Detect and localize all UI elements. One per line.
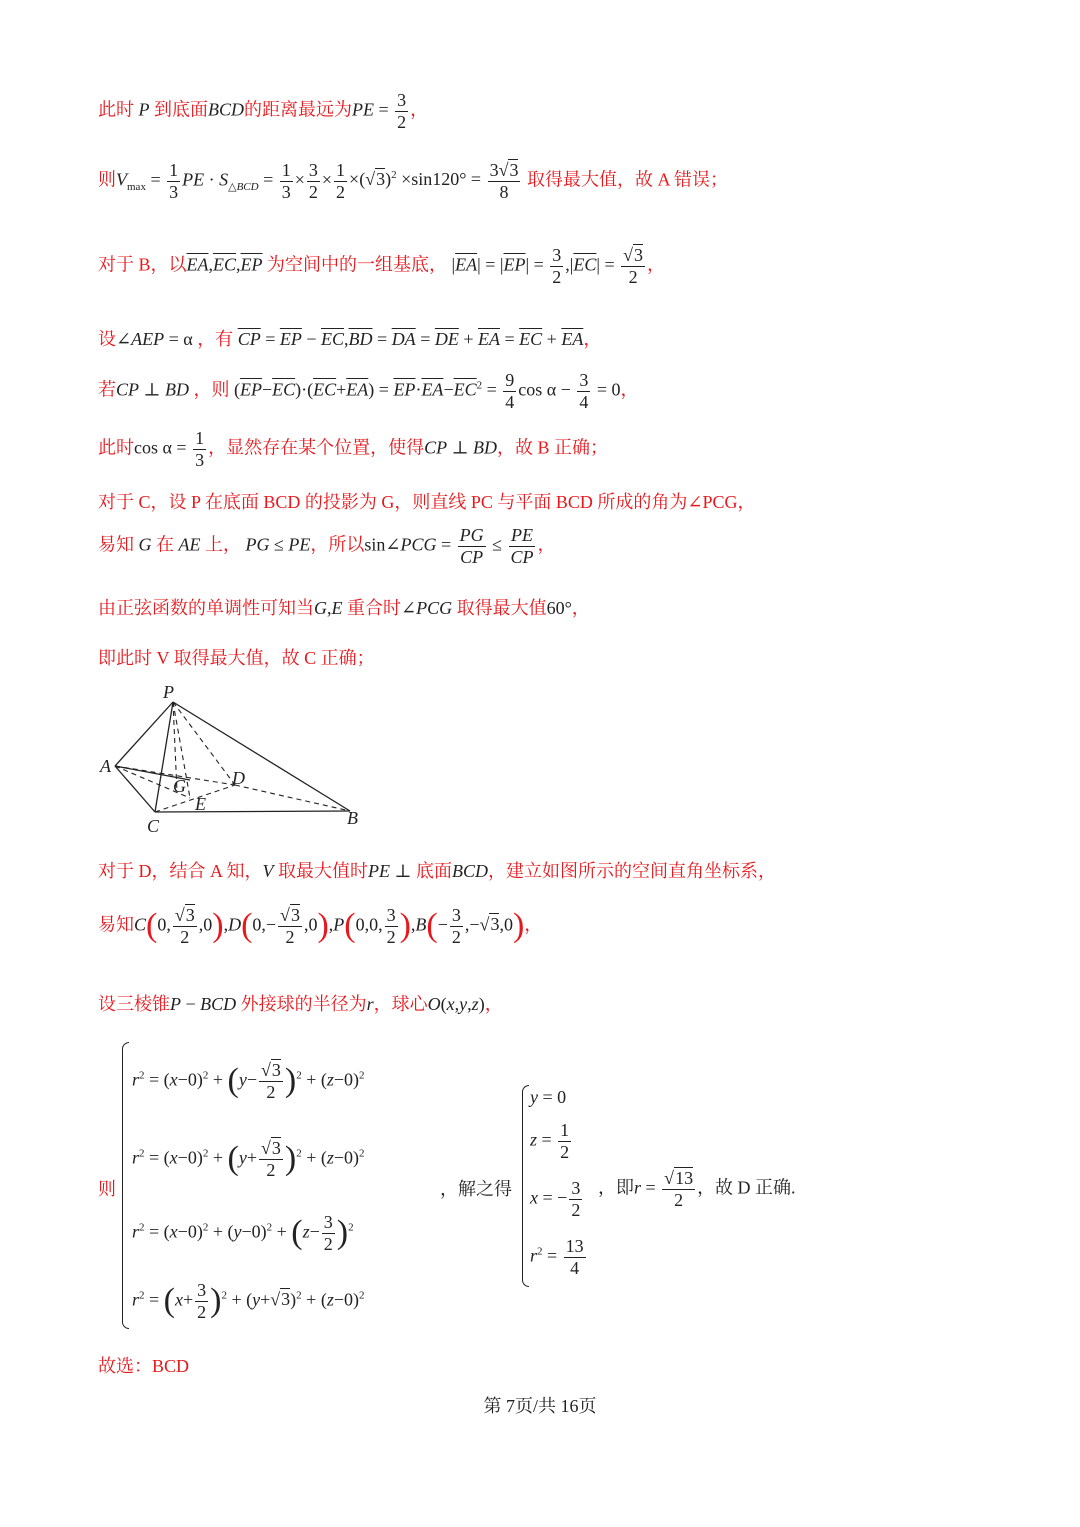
text: 设三棱锥 xyxy=(98,994,170,1014)
line-7: 对于 C，设 P 在底面 BCD 的投影为 G，则直线 PC 与平面 BCD 所成的角为∠PCG， xyxy=(98,492,756,512)
text: 到底面 xyxy=(154,99,208,120)
text: 为空间中的一组基底， xyxy=(267,254,448,275)
text: 此时 xyxy=(98,437,134,458)
line-3: 对于 B，以$\overline{EA},\overline{EC},\overline{EP}$ 为空间中的一组基底， $|\overline{EA}| = |\overline{EP}|$ = $\frac{3}{2}$ $,|\overline{EC}|$ = $\frac{√3}{2}$ ， xyxy=(98,245,666,287)
line-13: 设三棱锥P − BCD 外接球的半径为r，球心O(x,y,z)， xyxy=(98,994,503,1014)
line-9: 由正弦函数的单调性可知当G,E 重合时∠PCG 取得最大值60°， xyxy=(98,598,590,618)
eq-2: $r^2 = (x-0)^2 + (y+$ $\frac{√3}{2}$ )$^2 + (z-0)^2$ xyxy=(132,1138,365,1180)
text: 此时 xyxy=(98,99,134,120)
line-6: 此时cos α = $\frac{1}{3}$ ，显然存在某个位置，使得CP ⊥ BD，故 B 正确； xyxy=(98,428,609,470)
page-footer: 第 7页/共 16页 xyxy=(483,1396,597,1416)
line-12: 易知C(0, $\frac{√3}{2}$ ,0),D(0,− $\frac{√3}{2}$ ,0),P(0,0, $\frac{3}{2}$ ),B(− $\frac{3}{2}$ ,−√3,0)， xyxy=(98,905,543,947)
line-1: 此时 P 到底面BCD的距离最远为PE = $\frac{3}{2}$ ， xyxy=(98,90,429,132)
text: ，即 xyxy=(598,1177,634,1198)
text: 由正弦函数的单调性可知当 xyxy=(98,598,314,618)
tetrahedron-figure xyxy=(95,680,375,840)
edge-DB xyxy=(235,785,350,811)
label-D: D xyxy=(232,768,245,788)
sol-z: z = $\frac{1}{2}$ xyxy=(530,1120,570,1162)
sol-x: x = − $\frac{3}{2}$ xyxy=(530,1178,581,1220)
text: 对于 B，以 xyxy=(98,254,187,275)
line-11: 对于 D，结合 A 知，V 取最大值时PE ⊥ 底面BCD，建立如图所示的空间直角坐标系， xyxy=(98,861,776,881)
text: 取得最大值，故 A 错误； xyxy=(526,169,728,190)
line-8: 易知 G 在 AE 上， PG ≤ PE，所以sin∠PCG = $\frac{PG}{CP}$ ≤ $\frac{PE}{CP}$ ， xyxy=(98,525,556,567)
sol-r: $r^2$ = $\frac{13}{4}$ xyxy=(530,1236,584,1278)
text: 对于 D，结合 A 知， xyxy=(98,861,263,881)
text: 易知 xyxy=(98,534,134,555)
text: ，显然存在某个位置，使得 xyxy=(208,437,425,458)
eq-3: $r^2 = (x-0)^2 + (y-0)^2 + (z-$ $\frac{3}{2}$ )$^2$ xyxy=(132,1212,354,1254)
eq-1: $r^2 = (x-0)^2 + (y-$ $\frac{√3}{2}$ )$^2 + (z-0)^2$ xyxy=(132,1060,365,1102)
label-P: P xyxy=(163,682,174,702)
line-2: 则$V_{max}$ = $\frac{1}{3}$ PE · $S_{\triangle BCD}$ = $\frac{1}{3}$ × $\frac{3}{2}$ × $\frac{1}{2}$ $\times(√3)^2 \times\sin 120^\circ$ = $\frac{3√3}{8}$ 取得最大值，故 A 错误； xyxy=(98,160,728,202)
edge-CB xyxy=(155,811,350,812)
text: 外接球的半径为 xyxy=(240,994,367,1014)
text: 易知 xyxy=(98,914,134,935)
label-E: E xyxy=(195,794,206,814)
text: 在 xyxy=(156,534,174,555)
text: 重合时 xyxy=(347,598,401,618)
line-10: 即此时 V 取得最大值，故 C 正确； xyxy=(98,648,375,668)
text: ，所以 xyxy=(310,534,365,555)
text: 的距离最远为 xyxy=(244,99,352,120)
answer-line: 故选：BCD xyxy=(98,1356,190,1376)
text: ，故 B 正确； xyxy=(497,437,609,458)
sol-y: y = 0 xyxy=(530,1087,567,1107)
text: 若 xyxy=(98,379,116,400)
text: 设 xyxy=(98,329,116,349)
text: 则 xyxy=(98,169,116,190)
text: ，建立如图所示的空间直角坐标系， xyxy=(487,861,776,881)
solution-brace xyxy=(522,1085,529,1287)
final-r: ，即r = $\frac{√13}{2}$ ，故 D 正确. xyxy=(598,1168,796,1210)
label-C: C xyxy=(147,816,160,836)
label-A: A xyxy=(100,756,111,776)
edge-PD xyxy=(173,702,235,785)
label-ze: 则 xyxy=(98,1179,116,1199)
line-4: 设∠AEP = α ，有 $\overline{CP} = \overline{EP} - \overline{EC},\overline{BD} = \overline{DA} = \overline{DE} + \overline{EA} = \overline{EC} + \overline{EA}$， xyxy=(98,329,602,349)
line-5: 若CP ⊥ BD ，则 $(\overline{EP}-\overline{EC})\cdot(\overline{EC}+\overline{EA}) = \overline{EP}\cdot\overline{EA}-\overline{EC}^2$ = $\frac{9}{4}$ cos α − $\frac{3}{4}$ = 0， xyxy=(98,370,639,412)
text: ，有 xyxy=(197,329,234,349)
text: 底面 xyxy=(415,861,452,881)
label-G: G xyxy=(173,776,186,796)
label-B: B xyxy=(347,808,358,828)
label-jie: ，解之得 xyxy=(440,1179,512,1199)
text: ，球心 xyxy=(373,994,428,1014)
text: 取最大值时 xyxy=(278,861,369,881)
text: 上， xyxy=(205,534,241,555)
text: ，则 xyxy=(193,379,230,400)
text: 取得最大值 xyxy=(456,598,547,618)
left-brace xyxy=(122,1042,129,1329)
eq-4: $r^2 = (x+$ $\frac{3}{2}$ )$^2 + (y+√3)^2 + (z-0)^2$ xyxy=(132,1280,365,1322)
text: ，故 D 正确. xyxy=(697,1177,796,1198)
